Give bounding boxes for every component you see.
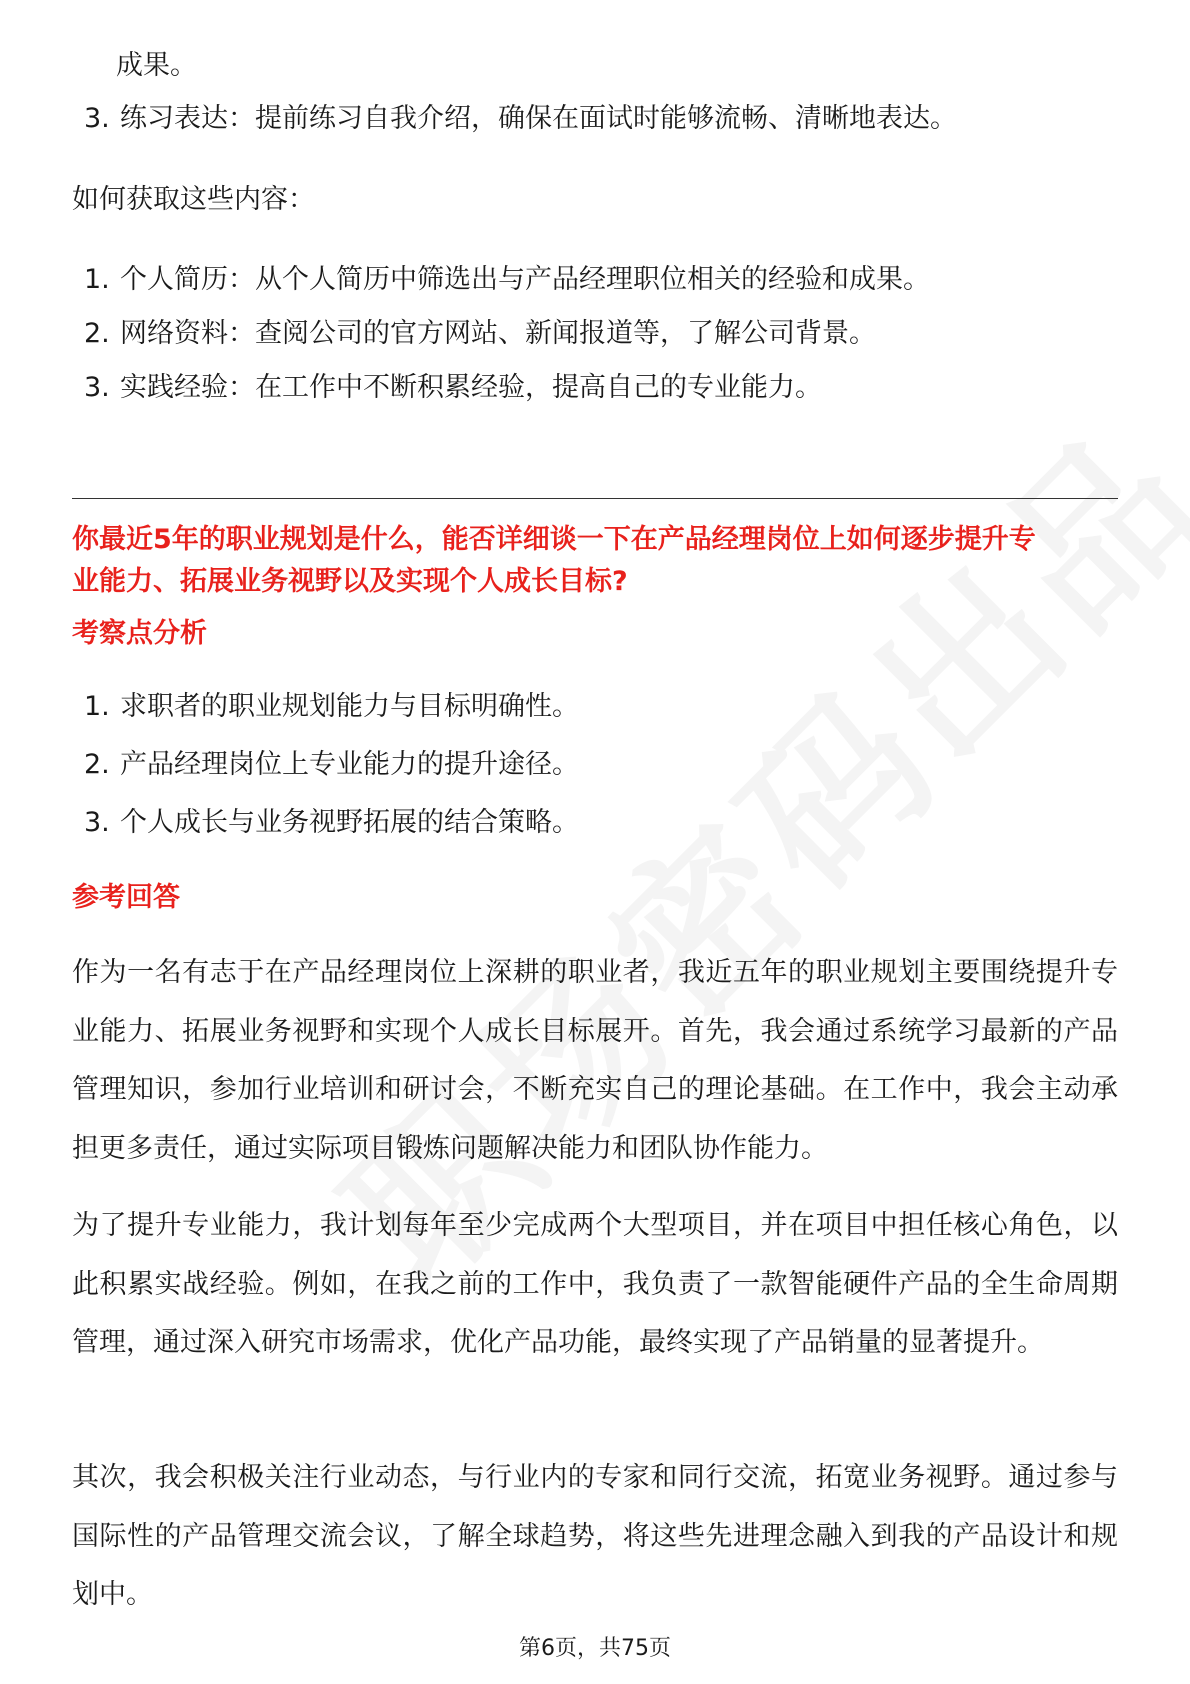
analysis-heading: 考察点分析 [72, 618, 207, 649]
question-title-line-2: 业能力、拓展业务视野以及实现个人成长目标? [72, 566, 628, 597]
answer-paragraph: 为了提升专业能力，我计划每年至少完成两个大型项目，并在项目中担任核心角色，以此积累实战经验。例如，在我之前的工作中，我负责了一款智能硬件产品的全生命周期管理，通过深入研究市场需求，优化产品功能，最终实现了产品销量的显著提升。 [72, 1210, 1118, 1358]
list-item-text: 实践经验：在工作中不断积累经验，提高自己的专业能力。 [120, 372, 822, 403]
document-page [72, 0, 1118, 1684]
list-item [84, 368, 822, 408]
list-number: 3. [84, 103, 110, 134]
list-item-text: 产品经理岗位上专业能力的提升途径。 [120, 749, 579, 780]
list-item [84, 745, 579, 785]
answer-paragraph: 作为一名有志于在产品经理岗位上深耕的职业者，我近五年的职业规划主要围绕提升专业能力、拓展业务视野和实现个人成长目标展开。首先，我会通过系统学习最新的产品管理知识，参加行业培训和研讨会，不断充实自己的理论基础。在工作中，我会主动承担更多责任，通过实际项目锻炼问题解决能力和团队协作能力。 [72, 957, 1118, 1164]
list-number: 1. [84, 691, 110, 722]
list-number: 2. [84, 749, 110, 780]
list-item [84, 314, 876, 354]
how-heading: 如何获取这些内容： [72, 184, 315, 215]
list-item-text: 个人简历：从个人简历中筛选出与产品经理职位相关的经验和成果。 [120, 264, 930, 295]
list-item-text: 练习表达：提前练习自我介绍，确保在面试时能够流畅、清晰地表达。 [120, 103, 957, 134]
list-item [84, 803, 579, 843]
list-item [84, 687, 579, 727]
question-title-line-1: 你最近5年的职业规划是什么，能否详细谈一下在产品经理岗位上如何逐步提升专 [72, 524, 1036, 555]
list-number: 1. [84, 264, 110, 295]
list-item-text: 个人成长与业务视野拓展的结合策略。 [120, 807, 579, 838]
list-item [84, 99, 957, 139]
list-item-text: 网络资料：查阅公司的官方网站、新闻报道等，了解公司背景。 [120, 318, 876, 349]
list-item [84, 260, 930, 300]
list-number: 3. [84, 372, 110, 403]
section-divider [72, 498, 1118, 499]
list-number: 3. [84, 807, 110, 838]
list-number: 2. [84, 318, 110, 349]
list-item-text: 求职者的职业规划能力与目标明确性。 [120, 691, 579, 722]
answer-paragraph: 其次，我会积极关注行业动态，与行业内的专家和同行交流，拓宽业务视野。通过参与国际性的产品管理交流会议，了解全球趋势，将这些先进理念融入到我的产品设计和规划中。 [72, 1462, 1118, 1610]
list-item-continuation: 成果。 [116, 50, 197, 81]
page-footer: 第6页，共75页 [519, 1636, 671, 1661]
answer-heading: 参考回答 [72, 882, 180, 913]
